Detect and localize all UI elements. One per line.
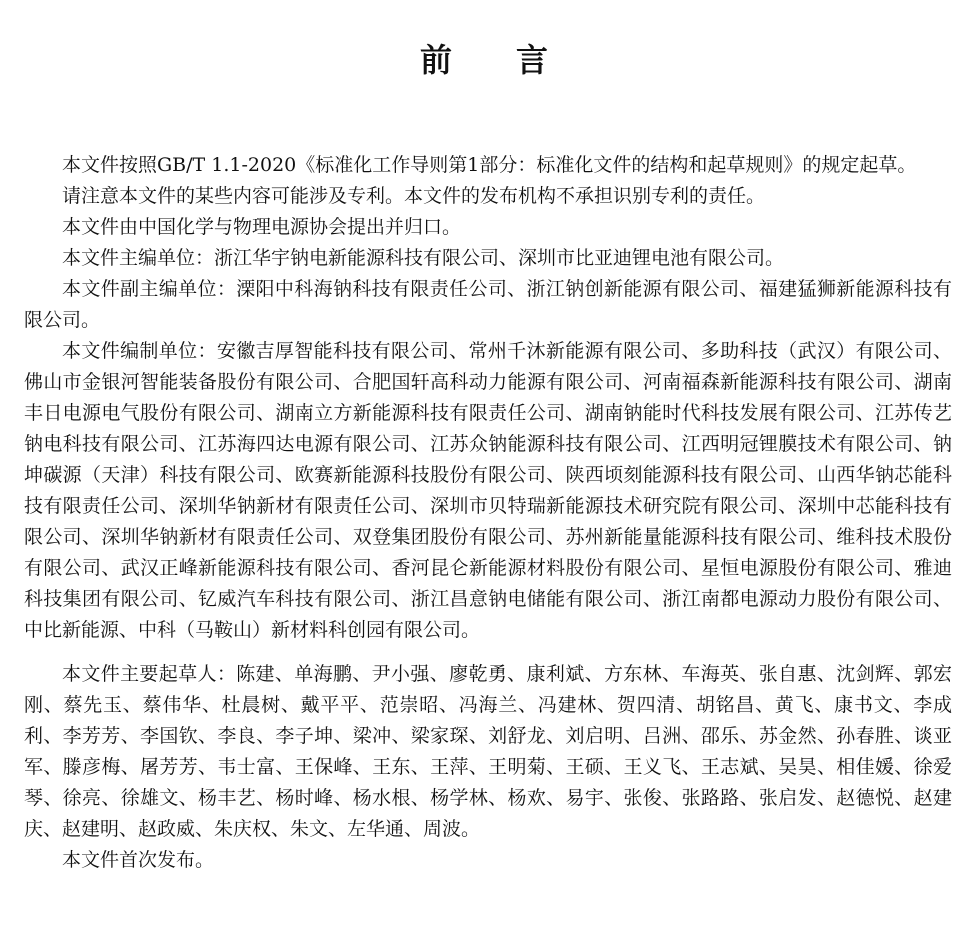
paragraph-deputy-editors: 本文件副主编单位：溧阳中科海钠科技有限责任公司、浙江钠创新能源有限公司、福建猛狮新能源科技有限公司。: [24, 278, 952, 331]
paragraph-chief-editors: 本文件主编单位：浙江华宇钠电新能源科技有限公司、深圳市比亚迪锂电池有限公司。: [62, 247, 785, 269]
paragraph-proposer: 本文件由中国化学与物理电源协会提出并归口。: [62, 216, 462, 238]
paragraph-patent-notice: 请注意本文件的某些内容可能涉及专利。本文件的发布机构不承担识别专利的责任。: [62, 185, 766, 207]
document-body: [24, 150, 952, 876]
paragraph-drafters: 本文件主要起草人：陈建、单海鹏、尹小强、廖乾勇、康利斌、方东林、车海英、张自惠、沈剑辉、郭宏刚、蔡先玉、蔡伟华、杜晨树、戴平平、范崇昭、冯海兰、冯建林、贺四清、胡铭昌、黄飞、康书文、李成利、李芳芳、李国钦、李良、李子坤、梁冲、梁家琛、刘舒龙、刘启明、吕洲、邵乐、苏金然、孙春胜、谈亚军、滕彦梅、屠芳芳、韦士富、王保峰、王东、王萍、王明菊、王硕、王义飞、王志斌、吴昊、相佳媛、徐爱琴、徐亮、徐雄文、杨丰艺、杨时峰、杨水根、杨学林、杨欢、易宇、张俊、张路路、张启发、赵德悦、赵建庆、赵建明、赵政威、朱庆权、朱文、左华通、周波。: [24, 663, 952, 840]
paragraph-standard-basis: 本文件按照GB/T 1.1-2020《标准化工作导则第1部分：标准化文件的结构和起草规则》的规定起草。: [62, 154, 917, 176]
title-char-1: 前: [419, 41, 454, 79]
title-char-2: 言: [516, 41, 551, 79]
page-title: [0, 38, 970, 82]
paragraph-compiling-units: 本文件编制单位：安徽吉厚智能科技有限公司、常州千沐新能源有限公司、多助科技（武汉）有限公司、佛山市金银河智能装备股份有限公司、合肥国轩高科动力能源有限公司、河南福森新能源科技有限公司、湖南丰日电源电气股份有限公司、湖南立方新能源科技有限责任公司、湖南钠能时代科技发展有限公司、江苏传艺钠电科技有限公司、江苏海四达电源有限公司、江苏众钠能源科技有限公司、江西明冠锂膜技术有限公司、钠坤碳源（天津）科技有限公司、欧赛新能源科技股份有限公司、陕西顷刻能源科技有限公司、山西华钠芯能科技有限责任公司、深圳华钠新材有限责任公司、深圳市贝特瑞新能源技术研究院有限公司、深圳中芯能科技有限公司、深圳华钠新材有限责任公司、双登集团股份有限公司、苏州新能量能源科技有限公司、维科技术股份有限公司、武汉正峰新能源科技有限公司、香河昆仑新能源材料股份有限公司、星恒电源股份有限公司、雅迪科技集团有限公司、钇威汽车科技有限公司、浙江昌意钠电储能有限公司、浙江南都电源动力股份有限公司、中比新能源、中科（马鞍山）新材料科创园有限公司。: [24, 340, 952, 641]
paragraph-first-release: 本文件首次发布。: [62, 849, 215, 871]
